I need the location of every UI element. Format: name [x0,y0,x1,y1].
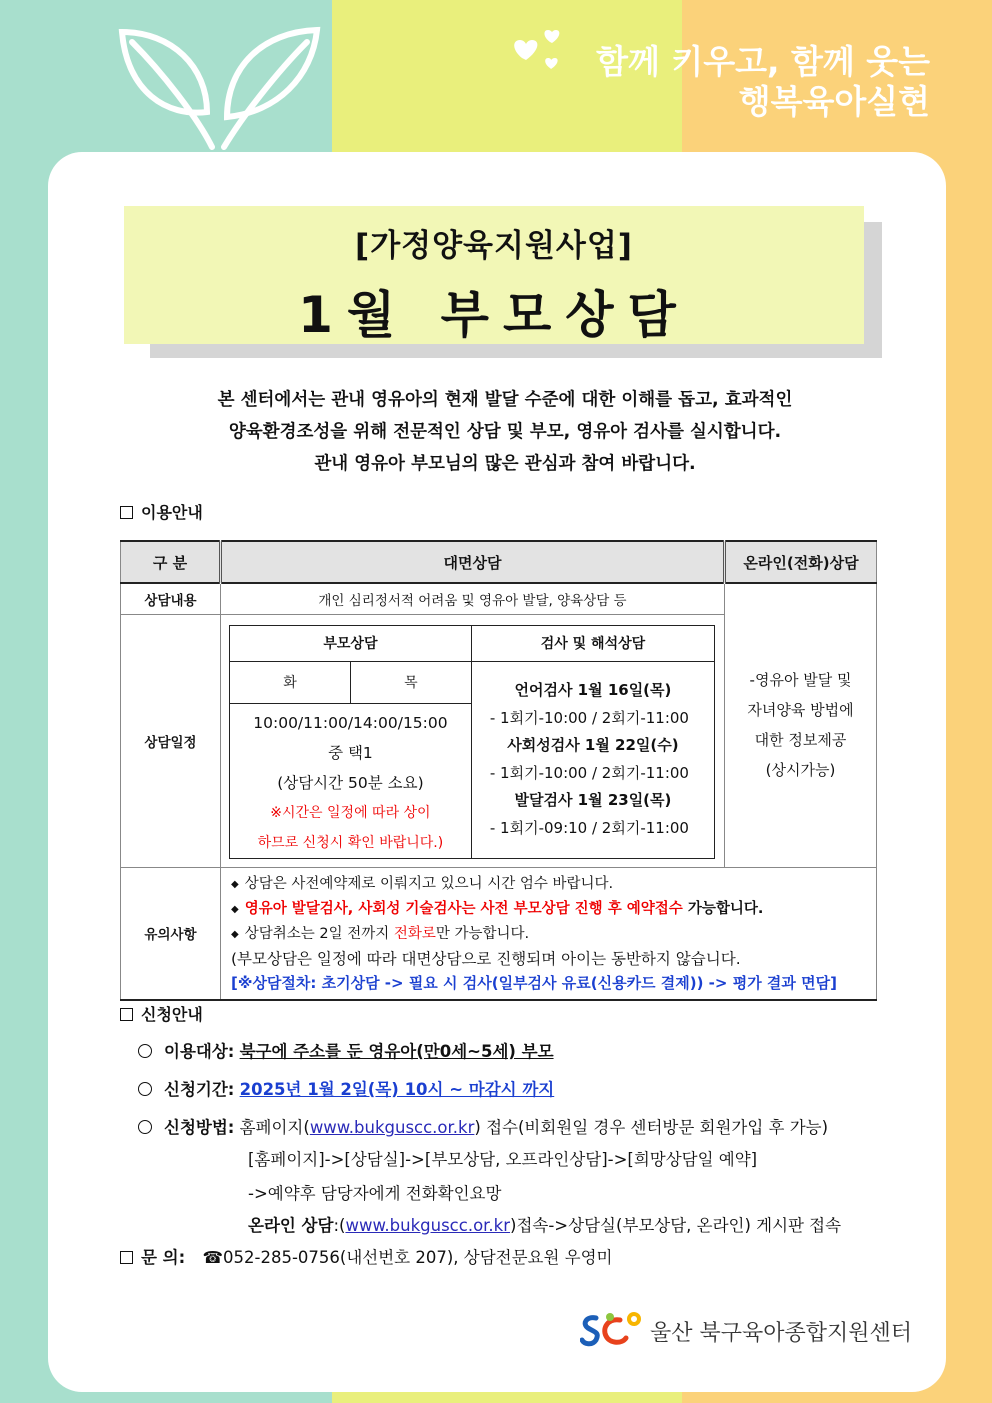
contact-row [120,1244,612,1268]
content-text: 개인 심리정서적 어려움 및 영유아 발달, 양육상담 등 [221,583,725,614]
online-label: 온라인 상담 [248,1216,334,1235]
header-category: 구 분 [121,541,221,583]
period-value: 2025년 1월 2일(목) 10시 ~ 마감시 까지 [239,1080,555,1099]
apply-period-row [138,1076,554,1100]
note-text: 만 가능합니다. [435,925,530,942]
times-cell [230,703,472,858]
title-main: 1월 부모상담 [298,286,690,344]
note-text: 상담은 사전예약제로 이뤄지고 있으니 시간 엄수 바랍니다. [244,875,614,892]
online-line: (상시가능) [765,761,836,780]
diamond-bullet-icon: ◆ [231,903,239,915]
target-value: 북구에 주소를 둔 영유아(만0세~5세) 부모 [239,1042,554,1061]
note-text-red: 전화로 [393,925,436,942]
slogan-line-2: 행복육아실현 [738,82,930,121]
note-item [231,922,868,947]
online-text: )접속->상담실(부모상담, 온라인) 게시판 접속 [510,1216,842,1235]
online-line: -영유아 발달 및 [749,671,852,690]
notice-line-1: ※시간은 일정에 따라 상이 [270,804,431,821]
hearts-icon [510,28,570,72]
online-link[interactable]: www.bukguscc.or.kr [345,1216,511,1235]
schedule-cell [221,614,725,867]
exam-title: 사회성검사 1월 22일(수) [507,736,679,754]
usage-heading [120,500,203,523]
day-tue: 화 [230,661,351,703]
note-item [231,872,868,897]
note-item [231,897,868,922]
org-logo [580,1310,930,1350]
note-text-red: 영유아 발달검사, 사회성 기술검사는 사전 부모상담 진행 후 예약접수 [244,900,683,917]
note-text: 가능합니다. [682,900,764,917]
slogan [596,42,930,122]
intro-line: 본 센터에서는 관내 영유아의 현재 발달 수준에 대한 이해를 돕고, 효과적인 [217,390,793,410]
schedule-inner-table [229,625,715,859]
diamond-bullet-icon: ◆ [231,878,239,890]
checkbox-square-icon [120,1008,133,1021]
exam-cell [471,661,714,858]
apply-heading [120,1002,203,1025]
choose-text: 중 택1 [328,743,373,762]
checkbox-square-icon [120,1251,133,1264]
header-face: 대면상담 [221,541,725,583]
notice-line-2: 하므로 신청시 확인 바랍니다.) [257,834,444,851]
exam-title: 언어검사 1월 16일(목) [514,681,672,699]
circle-bullet-icon [138,1120,152,1134]
table-header-row [121,541,877,583]
note-item: (부모상담은 일정에 따라 대면상담으로 진행되며 아이는 동반하지 않습니다. [231,949,741,968]
intro-text [130,384,880,480]
method-line-2: [홈페이지]->[상담실]->[부모상담, 오프라인상담]->[희망상담일 예약] [248,1150,758,1169]
notes-cell [221,867,877,1000]
target-label: 이용대상: [164,1042,235,1061]
notes-label: 유의사항 [121,867,221,1000]
duration-text: (상담시간 50분 소요) [277,773,424,792]
title-box [124,206,864,344]
circle-bullet-icon [138,1082,152,1096]
leaf-icon [112,22,332,152]
homepage-link[interactable]: www.bukguscc.or.kr [309,1118,475,1137]
method-text: 홈페이지( [239,1118,310,1137]
apply-method-row [138,1114,828,1138]
exam-title: 발달검사 1월 23일(목) [514,791,672,809]
org-name: 울산 북구육아종합지원센터 [650,1321,913,1346]
period-label: 신청기간: [164,1080,235,1099]
contact-text: ☎052-285-0756(내선번호 207), 상담전문요원 우영미 [202,1248,613,1267]
slogan-line-1: 함께 키우고, 함께 웃는 [596,42,930,81]
exam-detail: - 1회기-10:00 / 2회기-11:00 [489,708,689,727]
apply-target-row [138,1038,554,1062]
usage-table [120,540,877,1001]
apply-heading-text: 신청안내 [141,1005,203,1024]
online-text: :( [333,1216,346,1235]
title-program: [가정양육지원사업] [355,228,633,264]
usage-heading-text: 이용안내 [141,503,203,522]
method-label: 신청방법: [164,1118,235,1137]
method-line-3: ->예약후 담당자에게 전화확인요망 [248,1184,502,1203]
content-label: 상담내용 [121,583,221,614]
online-cell [725,583,877,867]
parent-head: 부모상담 [230,625,472,661]
table-row-notes [121,867,877,1000]
online-method-row [248,1212,841,1236]
schedule-label: 상담일정 [121,614,221,867]
table-row-content [121,583,877,614]
exam-detail: - 1회기-10:00 / 2회기-11:00 [489,763,689,782]
org-logo-icon [580,1310,644,1350]
circle-bullet-icon [138,1044,152,1058]
method-text: ) 접수(비회원일 경우 센터방문 회원가입 후 가능) [474,1118,829,1137]
times-text: 10:00/11:00/14:00/15:00 [253,713,448,732]
note-procedure: [※상담절차: 초기상담 -> 필요 시 검사(일부검사 유료(신용카드 결제)) -> 평가 결과 면담] [231,973,837,992]
intro-line: 관내 영유아 부모님의 많은 관심과 참여 바랍니다. [314,454,696,474]
note-text: 상담취소는 2일 전까지 [244,925,394,942]
exam-detail: - 1회기-09:10 / 2회기-11:00 [489,818,689,837]
exam-head: 검사 및 해석상담 [471,625,714,661]
day-thu: 목 [350,661,471,703]
header-online: 온라인(전화)상담 [725,541,877,583]
diamond-bullet-icon: ◆ [231,928,239,940]
contact-label: 문 의: [141,1248,186,1267]
online-line: 대한 정보제공 [754,731,847,750]
intro-line: 양육환경조성을 위해 전문적인 상담 및 부모, 영유아 검사를 실시합니다. [228,422,782,442]
online-line: 자녀양육 방법에 [747,701,854,720]
checkbox-square-icon [120,506,133,519]
